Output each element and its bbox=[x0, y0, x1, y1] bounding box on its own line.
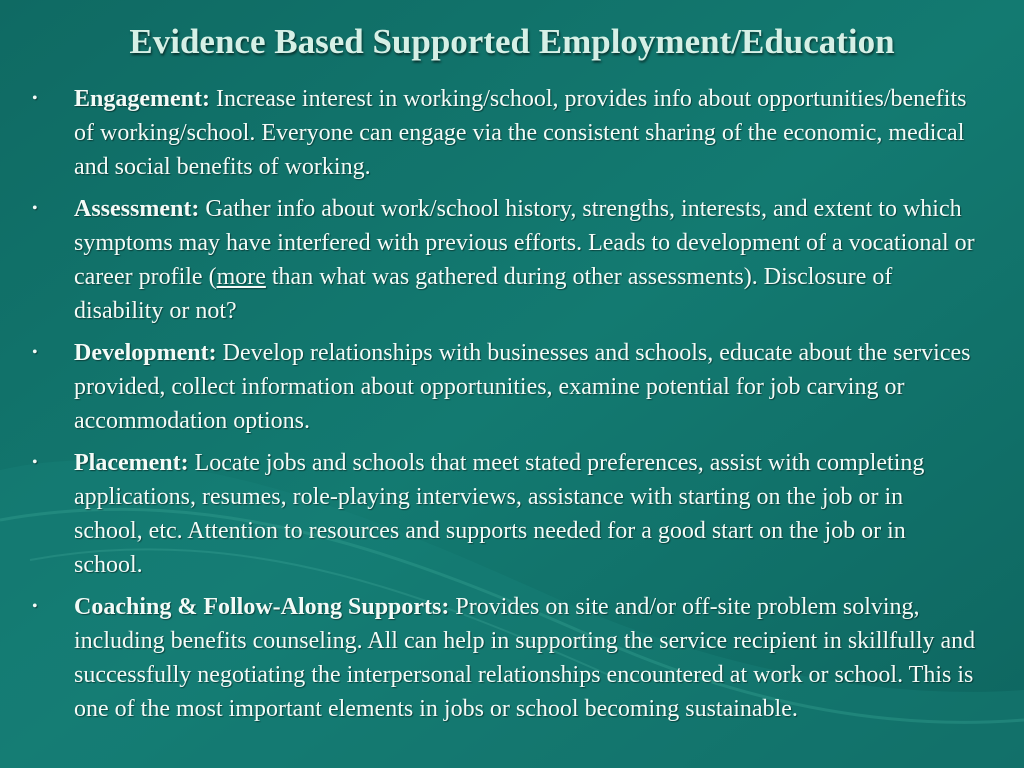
bullet-text: Provides on site and/or off-site problem solving, including benefits counseling. All can help in supporting the service recipient in skillfully and successfully negotiating the interpersonal relationships encountered at work or school. This is one of the most important elements in jobs or school becoming sustainable. bbox=[74, 594, 976, 722]
slide-title: Evidence Based Supported Employment/Education bbox=[129, 22, 895, 61]
bullet-lead: Development: bbox=[74, 340, 217, 366]
bullet-text: than what was gathered during other assessments). Disclosure of disability or not? bbox=[74, 264, 893, 324]
bullet-text: Locate jobs and schools that meet stated preferences, assist with completing applications, resumes, role-playing interviews, assistance with starting on the job or in school, etc. Attention to resources and supports needed for a good start on the job or in school. bbox=[74, 450, 925, 578]
bullet-engagement bbox=[32, 82, 977, 184]
bullet-lead: Placement: bbox=[74, 450, 189, 476]
bullet-lead: Assessment: bbox=[74, 196, 200, 222]
bullet-text: Increase interest in working/school, provides info about opportunities/benefits of working/school. Everyone can engage via the consistent sharing of the economic, medical and social benefits of working. bbox=[74, 86, 967, 180]
underlined-word: more bbox=[216, 264, 266, 290]
bullet-coaching bbox=[32, 590, 977, 726]
bullet-dot-icon: • bbox=[32, 200, 38, 217]
bullet-dot-icon: • bbox=[32, 344, 38, 361]
bullet-lead: Engagement: bbox=[74, 86, 210, 112]
bullet-dot-icon: • bbox=[32, 90, 38, 107]
bullet-placement bbox=[32, 446, 977, 582]
bullet-development bbox=[32, 336, 977, 438]
bullet-lead: Coaching & Follow-Along Supports: bbox=[74, 594, 450, 620]
bullet-dot-icon: • bbox=[32, 454, 38, 471]
bullet-assessment bbox=[32, 192, 977, 328]
bullet-text: Develop relationships with businesses and schools, educate about the services provided, collect information about opportunities, examine potential for job carving or accommodation options. bbox=[74, 340, 971, 434]
bullet-dot-icon: • bbox=[32, 598, 38, 615]
bullet-list bbox=[32, 82, 977, 734]
bullet-text: Gather info about work/school history, strengths, interests, and extent to which symptoms may have interfered with previous efforts. Leads to development of a vocational or career profile ( bbox=[74, 196, 975, 290]
